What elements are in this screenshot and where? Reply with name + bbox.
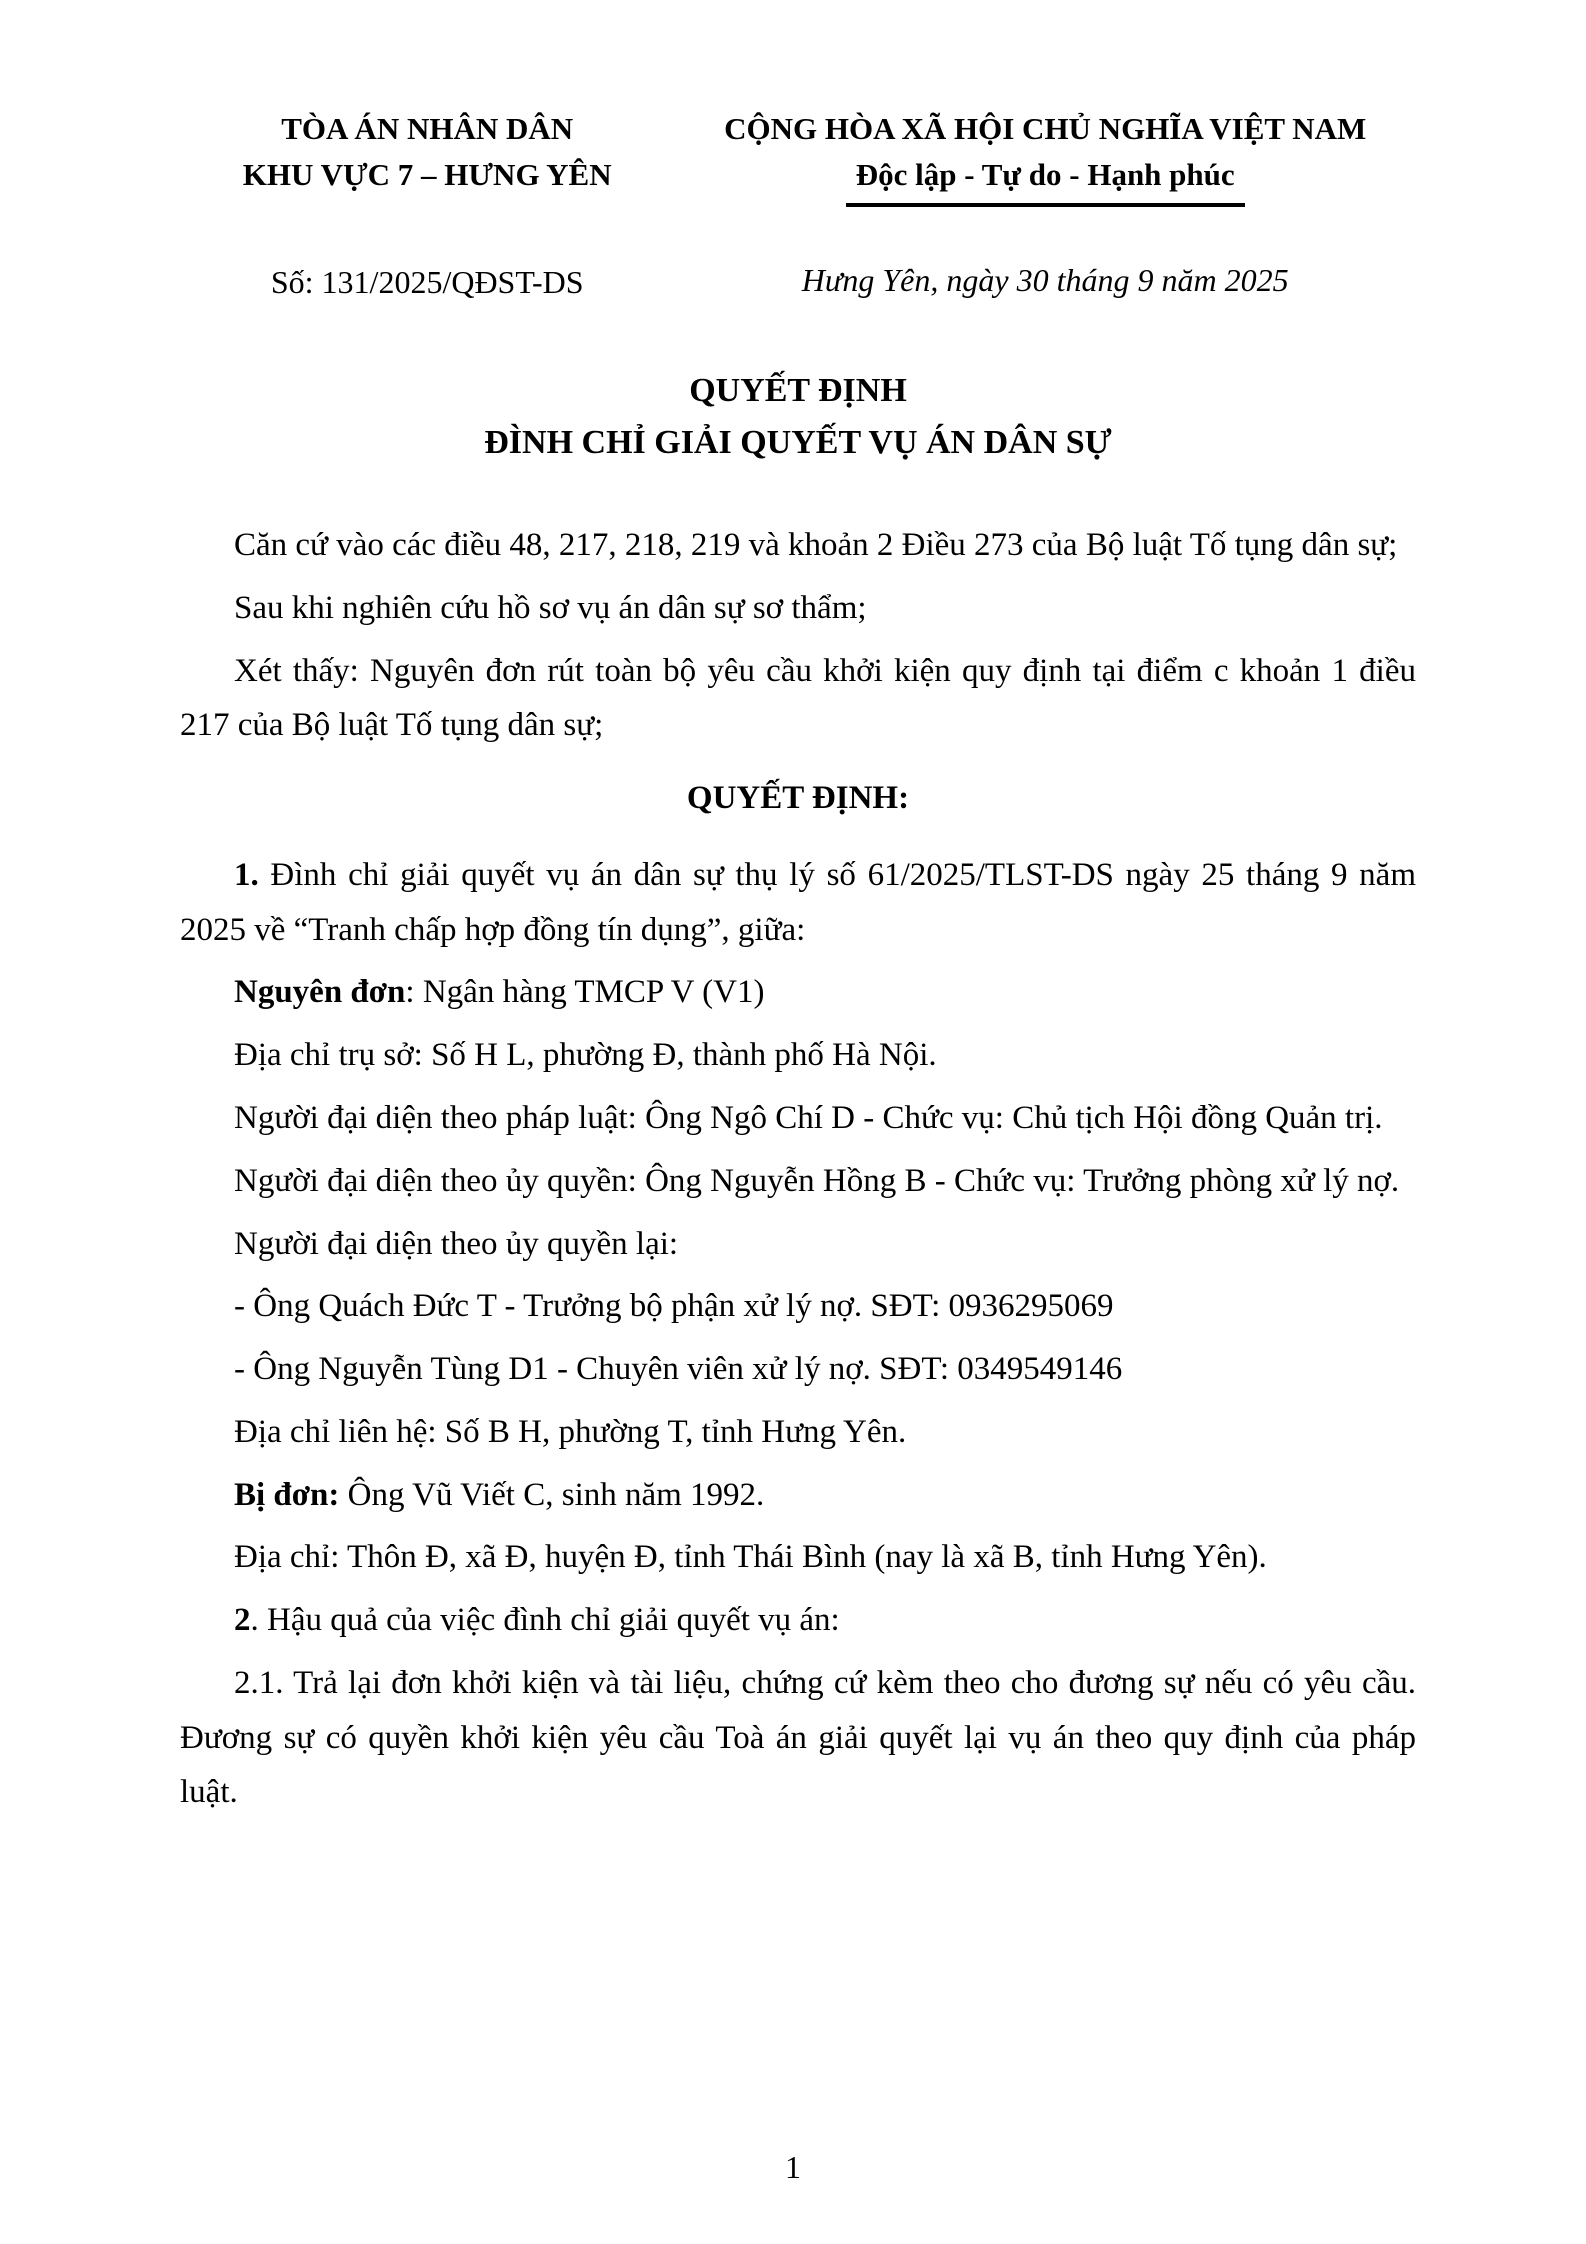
case-review-paragraph: Sau khi nghiên cứu hồ sơ vụ án dân sự sơ thẩm; <box>234 589 867 626</box>
plaintiff-line: Nguyên đơn: Ngân hàng TMCP V (V1) <box>234 974 765 1011</box>
contact-address-line: Địa chỉ liên hệ: Số B H, phường T, tỉnh Hưng Yên. <box>234 1413 907 1450</box>
place-date-line: Hưng Yên, ngày 30 tháng 9 năm 2025 <box>801 261 1289 298</box>
sub-representative-2: - Ông Nguyễn Tùng D1 - Chuyên viên xử lý nợ. SĐT: 0349549146 <box>234 1351 1123 1388</box>
document-header <box>180 106 1416 301</box>
decision-title: QUYẾT ĐỊNH <box>689 371 907 409</box>
document-body <box>180 518 1416 1820</box>
court-block <box>180 106 674 301</box>
sub-representative-1: - Ông Quách Đức T - Trưởng bộ phận xử lý nợ. SĐT: 0936295069 <box>234 1288 1114 1325</box>
authorized-representative-line: Người đại diện theo ủy quyền: Ông Nguyễn Hồng B - Chức vụ: Trưởng phòng xử lý nợ. <box>234 1162 1400 1199</box>
document-title-block <box>180 365 1416 470</box>
country-name: CỘNG HÒA XÃ HỘI CHỦ NGHĨA VIỆT NAM <box>724 111 1367 146</box>
decision-subtitle: ĐÌNH CHỈ GIẢI QUYẾT VỤ ÁN DÂN SỰ <box>484 424 1112 462</box>
national-motto <box>674 152 1416 207</box>
page-number: 1 <box>785 2149 801 2185</box>
court-name-line2: KHU VỰC 7 – HƯNG YÊN <box>242 156 612 192</box>
page-footer <box>0 2149 1586 2186</box>
court-name-line1: TÒA ÁN NHÂN DÂN <box>281 111 574 146</box>
document-number: Số: 131/2025/QĐST-DS <box>270 263 584 300</box>
national-motto-text: Độc lập - Tự do - Hạnh phúc <box>846 152 1245 207</box>
legal-representative-line: Người đại diện theo pháp luật: Ông Ngô Chí D - Chức vụ: Chủ tịch Hội đồng Quản trị. <box>234 1100 1383 1137</box>
sub-authorized-representative-intro: Người đại diện theo ủy quyền lại: <box>234 1225 679 1262</box>
defendant-line: Bị đơn: Ông Vũ Viết C, sinh năm 1992. <box>234 1476 765 1513</box>
decision-section-heading: QUYẾT ĐỊNH: <box>686 780 910 817</box>
decision-item-2-1: 2.1. Trả lại đơn khởi kiện và tài liệu, chứng cứ kèm theo cho đương sự nếu có yêu cầu. Đương sự có quyền khởi kiện yêu cầu Toà án giải quyết lại vụ án theo quy định của pháp luật. <box>180 1664 1416 1811</box>
plaintiff-address-line: Địa chỉ trụ sở: Số H L, phường Đ, thành phố Hà Nội. <box>234 1037 937 1074</box>
national-header-block <box>674 106 1416 301</box>
decision-item-2: 2. Hậu quả của việc đình chỉ giải quyết vụ án: <box>234 1602 840 1639</box>
defendant-address-line: Địa chỉ: Thôn Đ, xã Đ, huyện Đ, tỉnh Thái Bình (nay là xã B, tỉnh Hưng Yên). <box>234 1539 1267 1576</box>
legal-basis-paragraph: Căn cứ vào các điều 48, 217, 218, 219 và khoản 2 Điều 273 của Bộ luật Tố tụng dân sự; <box>234 527 1398 564</box>
decision-item-1: 1. Đình chỉ giải quyết vụ án dân sự thụ lý số 61/2025/TLST-DS ngày 25 tháng 9 năm 2025 về “Tranh chấp hợp đồng tín dụng”, giữa: <box>180 856 1416 948</box>
finding-paragraph: Xét thấy: Nguyên đơn rút toàn bộ yêu cầu khởi kiện quy định tại điểm c khoản 1 điều 217 của Bộ luật Tố tụng dân sự; <box>180 652 1416 744</box>
